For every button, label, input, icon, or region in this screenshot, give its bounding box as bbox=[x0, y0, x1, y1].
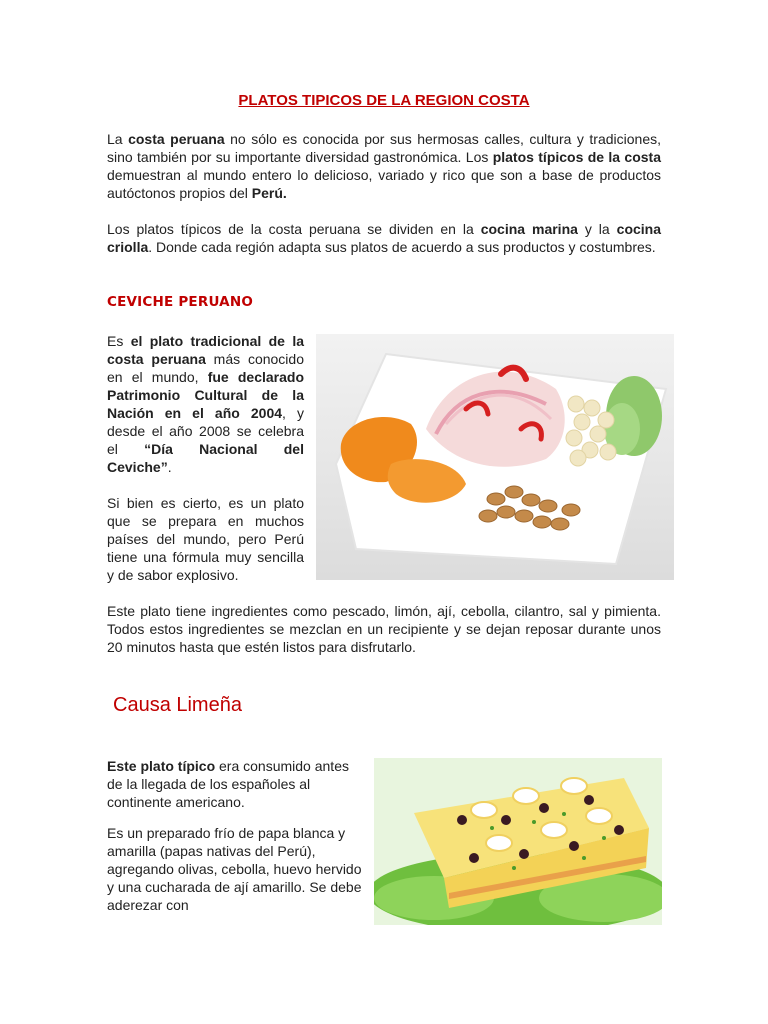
causa-paragraph-1 bbox=[107, 757, 362, 811]
bold-run: fue declarado Patrimonio Cultural de la Nación en el año 2004 bbox=[107, 369, 304, 421]
bold-run: platos típicos de la costa bbox=[492, 149, 661, 165]
text-run: Es bbox=[107, 333, 131, 349]
bold-run: Este plato típico bbox=[107, 758, 216, 774]
text-run: demuestran al mundo entero lo delicioso, variado y rico que son a base de productos autóctonos propios del bbox=[107, 167, 661, 201]
text-run: , y desde el año 2008 se celebra el bbox=[107, 405, 304, 457]
ceviche-photo bbox=[316, 334, 674, 580]
bold-run: “Día Nacional del Ceviche” bbox=[107, 441, 304, 475]
text-run: era consumido antes de la llegada de los españoles al continente americano. bbox=[107, 758, 349, 810]
bold-run: costa peruana bbox=[128, 131, 225, 147]
text-run: más conocido en el mundo, bbox=[107, 351, 304, 385]
text-run: Los platos típicos de la costa peruana se dividen en la bbox=[107, 221, 481, 237]
bold-run: el plato tradicional de la costa peruana bbox=[107, 333, 304, 367]
page-title: PLATOS TIPICOS DE LA REGION COSTA bbox=[238, 92, 530, 109]
bold-run: cocina marina bbox=[480, 221, 578, 237]
ceviche-heading: CEVICHE PERUANO bbox=[107, 294, 254, 310]
text-run: y la bbox=[577, 221, 617, 237]
text-run: . Donde cada región adapta sus platos de acuerdo a sus productos y costumbres. bbox=[148, 239, 656, 255]
division-paragraph bbox=[107, 220, 661, 256]
text-run: no sólo es conocida por sus hermosas calles, cultura y tradiciones, sino también por su importante diversidad gastronómica. Los bbox=[107, 131, 661, 165]
ceviche-paragraph-1 bbox=[107, 332, 304, 476]
bold-run: cocina criolla bbox=[107, 221, 662, 255]
ceviche-illustration bbox=[316, 334, 674, 580]
ceviche-paragraph-3: Este plato tiene ingredientes como pescado, limón, ají, cebolla, cilantro, sal y pimienta. Todos estos ingredientes se mezclan en un recipiente y se dejan reposar durante unos 20 minutos hasta que estén listos para disfrutarlo. bbox=[107, 603, 661, 655]
text-run: La bbox=[107, 131, 129, 147]
causa-heading: Causa Limeña bbox=[113, 694, 242, 716]
intro-paragraph bbox=[107, 130, 661, 202]
causa-illustration bbox=[374, 758, 662, 925]
bold-run: Perú. bbox=[251, 185, 287, 201]
causa-paragraph-2: Es un preparado frío de papa blanca y amarilla (papas nativas del Perú), agregando olivas, cebolla, huevo hervido y una cucharada de ají amarillo. Se debe aderezar con bbox=[107, 825, 362, 913]
text-run: . bbox=[167, 459, 172, 475]
ceviche-paragraph-2: Si bien es cierto, es un plato que se prepara en muchos países del mundo, pero Perú tiene una fórmula muy sencilla y de sabor explosivo. bbox=[107, 495, 304, 583]
causa-photo bbox=[374, 758, 662, 925]
